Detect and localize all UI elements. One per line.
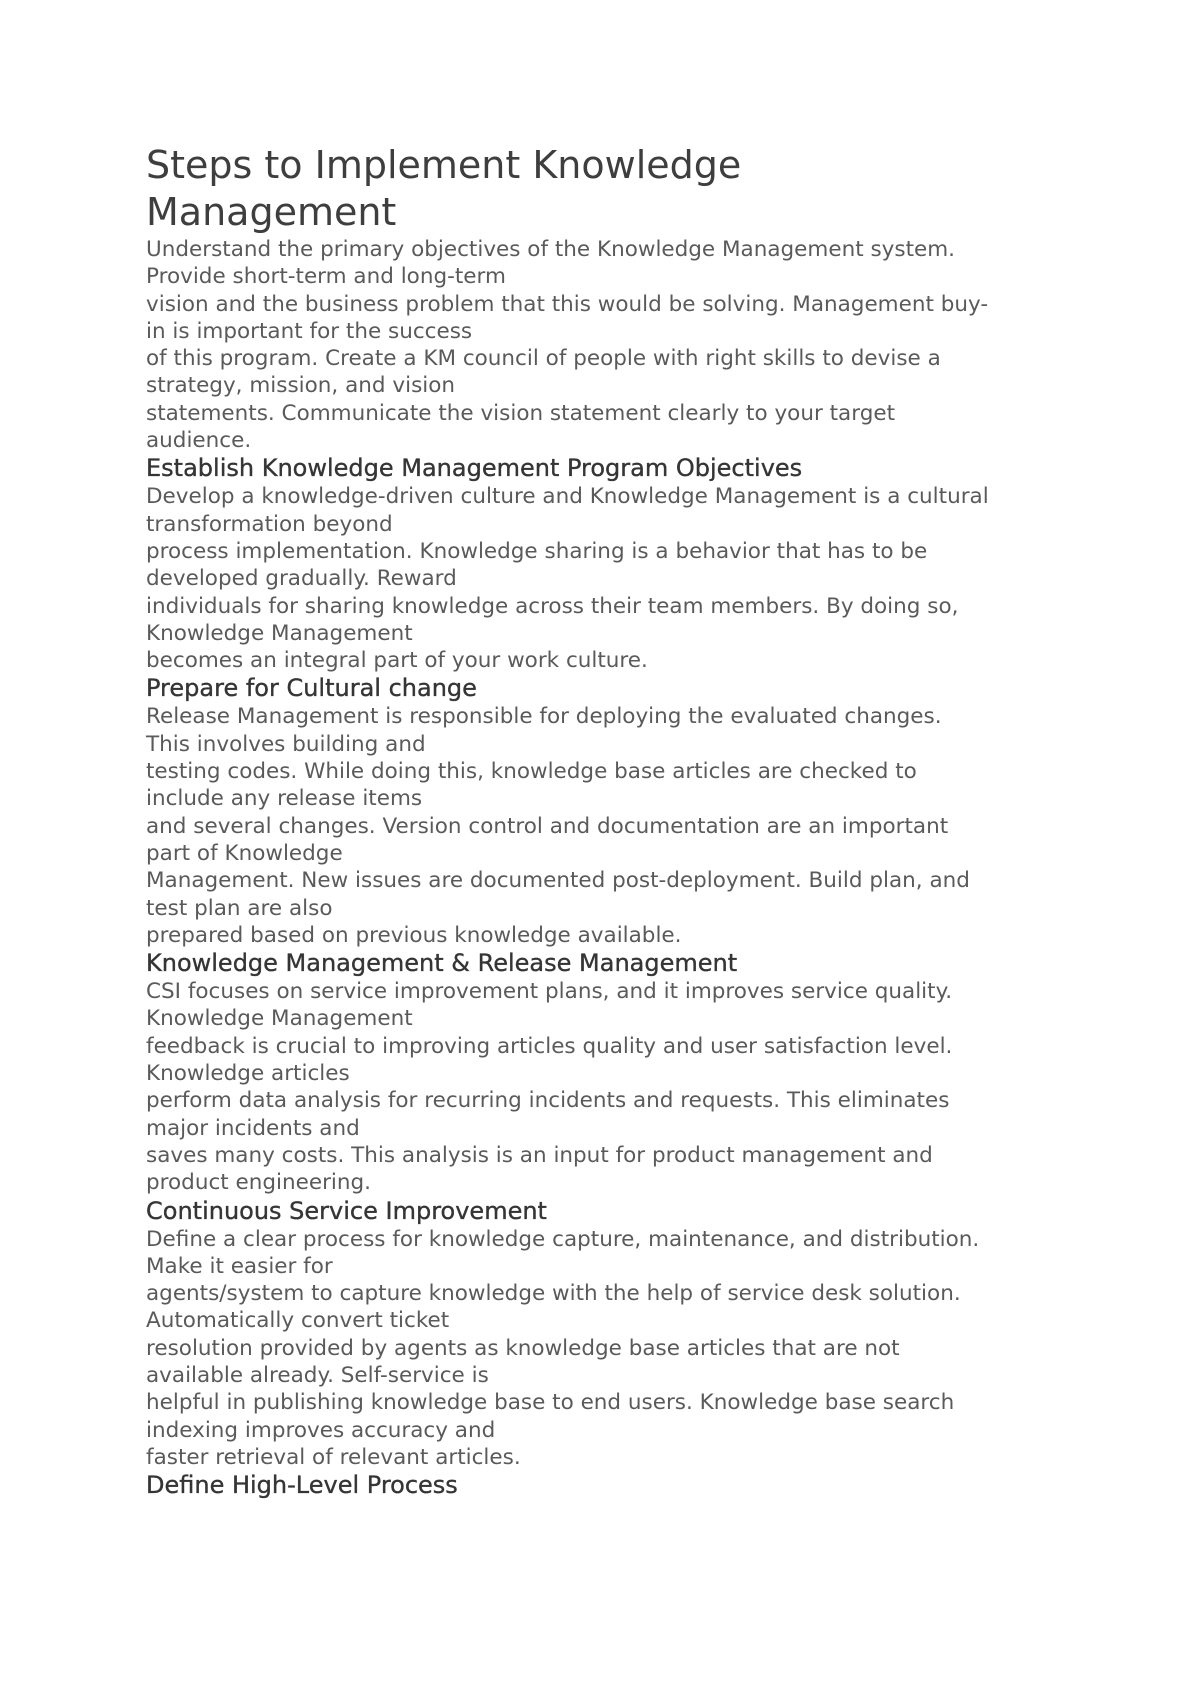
text-line: and several changes. Version control and documentation are an important bbox=[146, 813, 949, 839]
text-line: Management. New issues are documented post-deployment. Build plan, and bbox=[146, 868, 970, 894]
text-line: saves many costs. This analysis is an input for product management and bbox=[146, 1142, 933, 1168]
text-line: developed gradually. Reward bbox=[146, 566, 457, 592]
text-line: Automatically convert ticket bbox=[146, 1308, 450, 1334]
document-page bbox=[146, 142, 1076, 1500]
paragraph-release bbox=[146, 703, 1076, 949]
paragraph-culture bbox=[146, 483, 1076, 674]
section-heading: Continuous Service Improvement bbox=[146, 1196, 547, 1225]
text-line: Knowledge articles bbox=[146, 1061, 350, 1087]
section-heading: Define High-Level Process bbox=[146, 1471, 458, 1500]
text-line: becomes an integral part of your work culture. bbox=[146, 648, 648, 674]
text-line: strategy, mission, and vision bbox=[146, 373, 456, 399]
section-heading: Establish Knowledge Management Program Objectives bbox=[146, 454, 803, 483]
text-line: indexing improves accuracy and bbox=[146, 1417, 496, 1443]
text-line: Understand the primary objectives of the Knowledge Management system. bbox=[146, 237, 956, 262]
document-title: Steps to Implement Knowledge Management bbox=[146, 143, 742, 234]
text-line: process implementation. Knowledge sharing is a behavior that has to be bbox=[146, 538, 928, 564]
text-line: Define a clear process for knowledge capture, maintenance, and distribution. bbox=[146, 1226, 980, 1252]
text-line: Knowledge Management bbox=[146, 620, 413, 646]
text-line: transformation beyond bbox=[146, 511, 393, 537]
text-line: agents/system to capture knowledge with the help of service desk solution. bbox=[146, 1281, 961, 1307]
text-line: in is important for the success bbox=[146, 318, 473, 344]
text-line: vision and the business problem that this would be solving. Management buy- bbox=[146, 291, 989, 317]
text-line: available already. Self-service is bbox=[146, 1362, 489, 1388]
text-line: audience. bbox=[146, 428, 252, 454]
text-line: testing codes. While doing this, knowledge base articles are checked to bbox=[146, 759, 917, 785]
text-line: test plan are also bbox=[146, 895, 333, 921]
text-line: faster retrieval of relevant articles. bbox=[146, 1444, 521, 1470]
text-line: Knowledge Management bbox=[146, 1006, 413, 1032]
text-line: prepared based on previous knowledge available. bbox=[146, 922, 682, 948]
text-line: statements. Communicate the vision statement clearly to your target bbox=[146, 400, 895, 426]
text-line: product engineering. bbox=[146, 1170, 372, 1196]
text-line: Develop a knowledge-driven culture and Knowledge Management is a cultural bbox=[146, 484, 989, 510]
section-heading: Prepare for Cultural change bbox=[146, 674, 477, 703]
section-heading: Knowledge Management & Release Management bbox=[146, 949, 738, 978]
paragraph-csi bbox=[146, 978, 1076, 1196]
text-line: individuals for sharing knowledge across their team members. By doing so, bbox=[146, 593, 959, 619]
text-line: of this program. Create a KM council of people with right skills to devise a bbox=[146, 346, 941, 372]
text-line: Release Management is responsible for deploying the evaluated changes. bbox=[146, 704, 942, 730]
paragraph-objectives bbox=[146, 236, 1076, 454]
text-line: part of Knowledge bbox=[146, 840, 343, 866]
text-line: feedback is crucial to improving articles quality and user satisfaction level. bbox=[146, 1033, 953, 1059]
text-line: resolution provided by agents as knowledge base articles that are not bbox=[146, 1335, 900, 1361]
text-line: CSI focuses on service improvement plans, and it improves service quality. bbox=[146, 979, 953, 1005]
text-line: This involves building and bbox=[146, 731, 426, 757]
text-line: Make it easier for bbox=[146, 1253, 333, 1279]
text-line: perform data analysis for recurring incidents and requests. This eliminates bbox=[146, 1088, 950, 1114]
text-line: helpful in publishing knowledge base to end users. Knowledge base search bbox=[146, 1390, 955, 1416]
text-line: major incidents and bbox=[146, 1115, 360, 1141]
text-line: include any release items bbox=[146, 786, 423, 812]
text-line: Provide short-term and long-term bbox=[146, 264, 506, 290]
paragraph-process bbox=[146, 1226, 1076, 1472]
